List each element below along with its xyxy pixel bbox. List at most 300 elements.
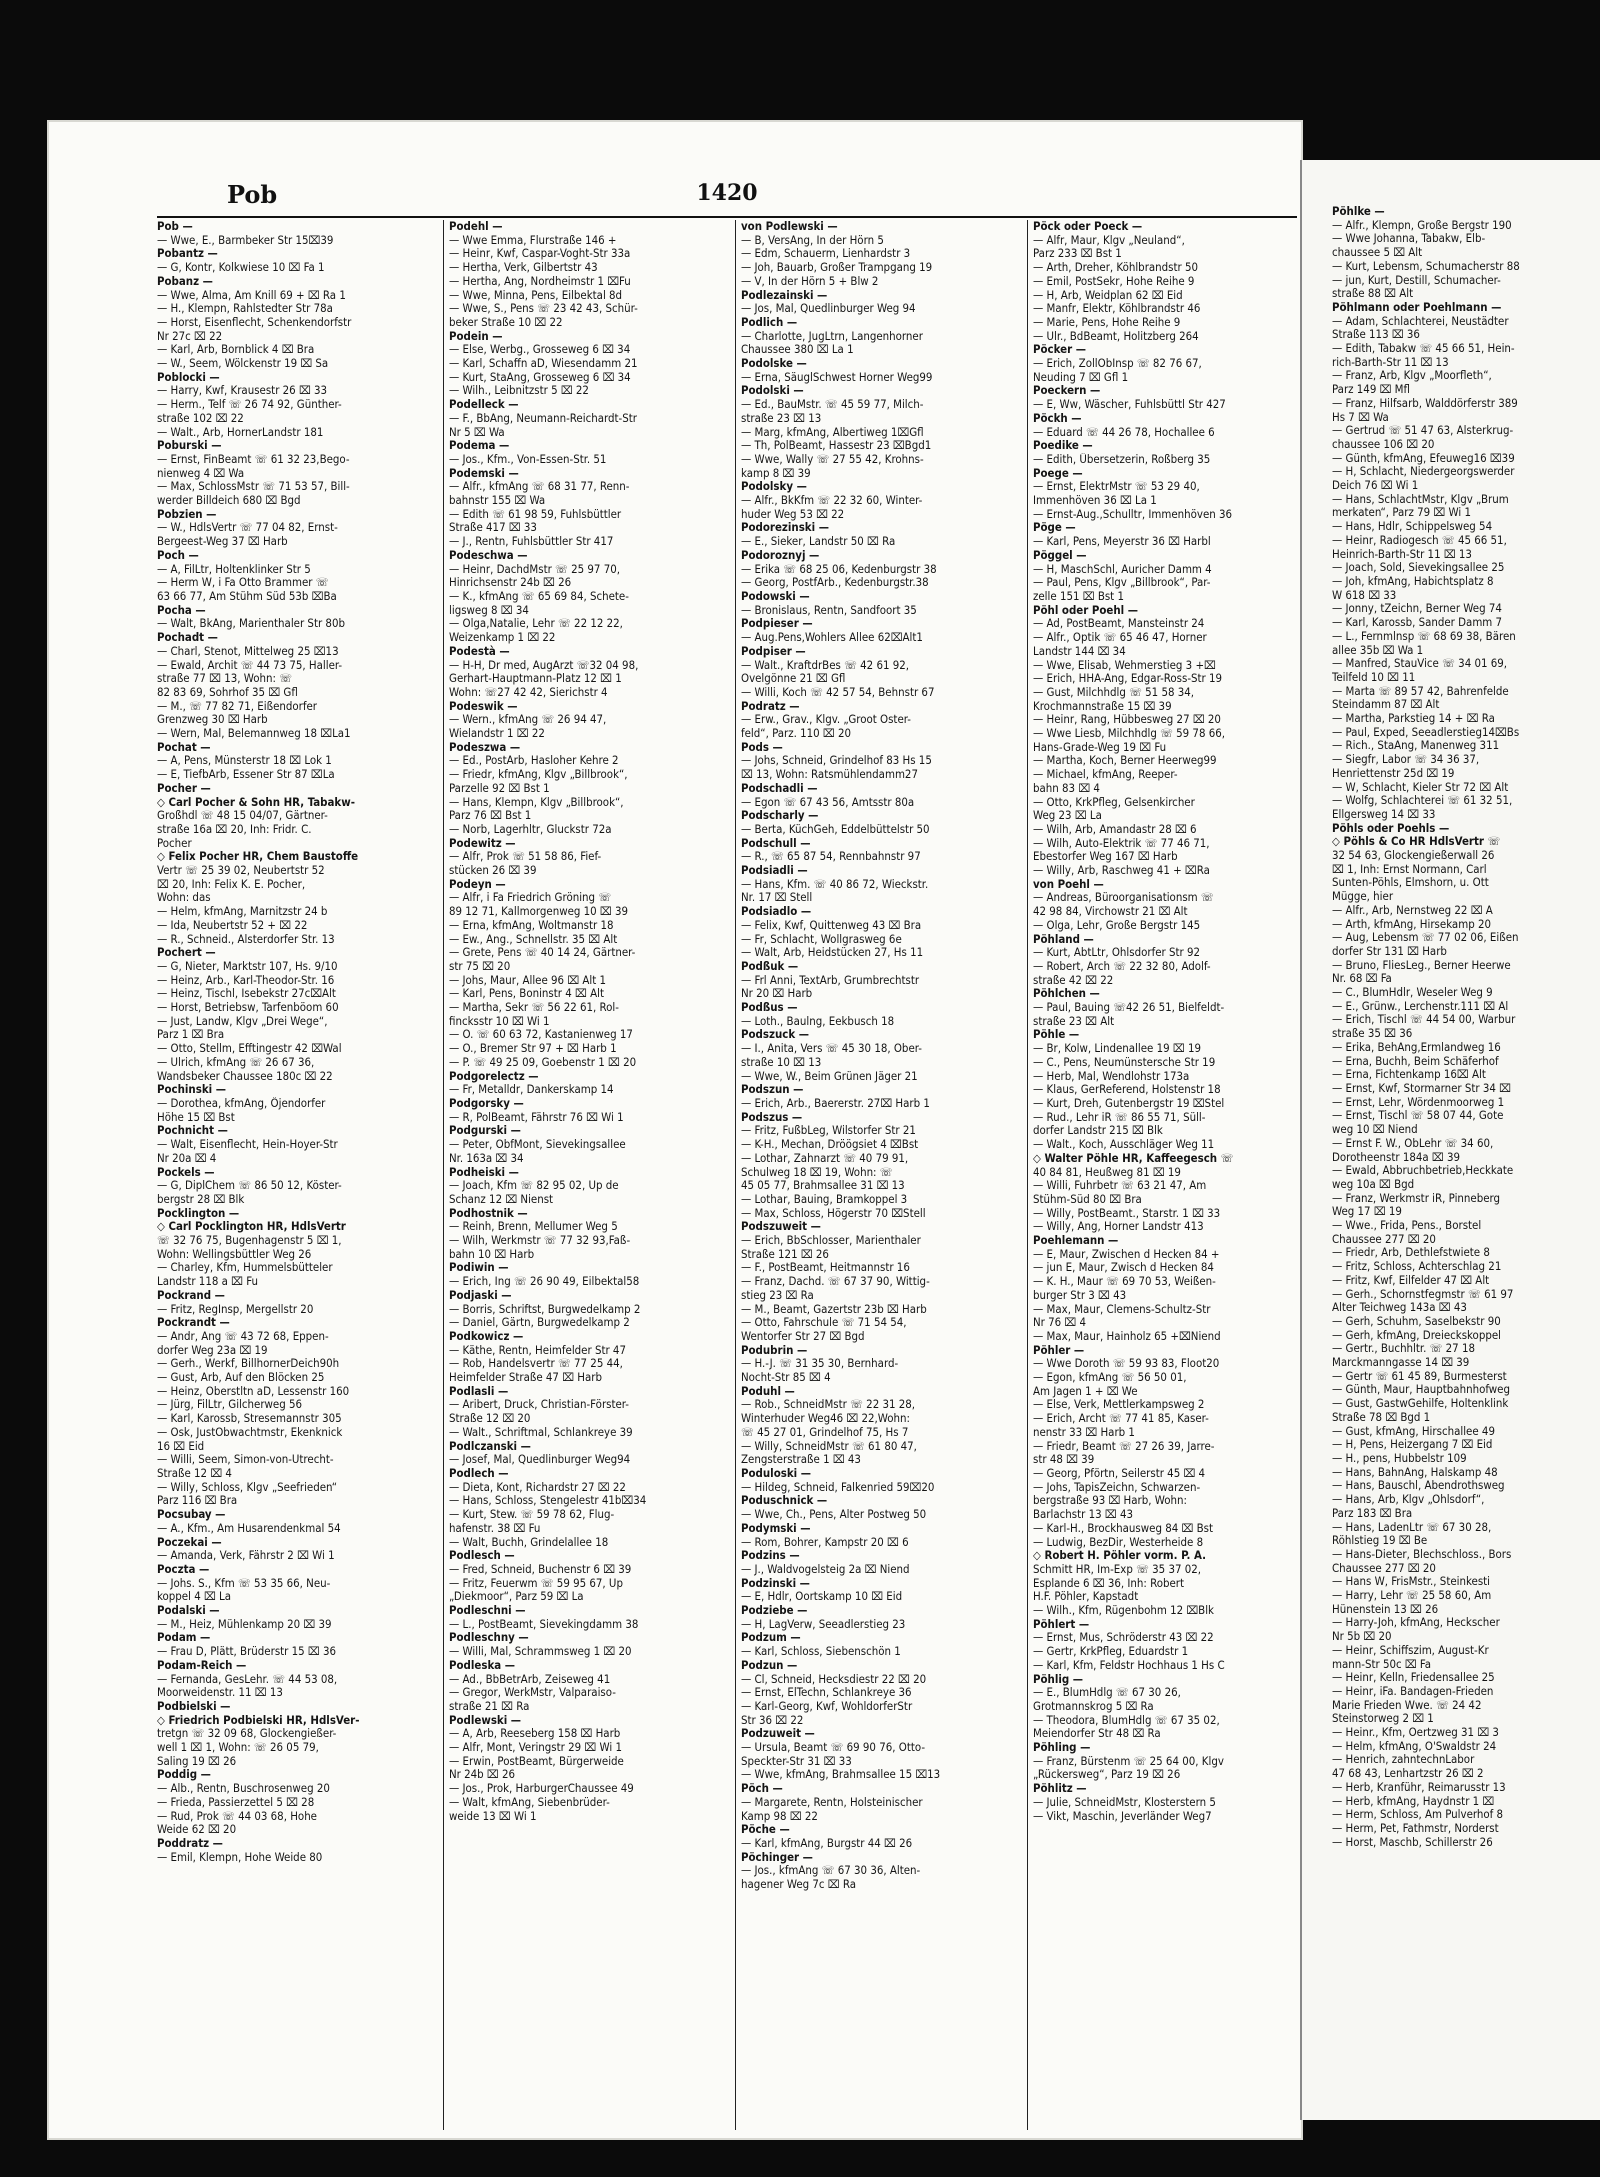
directory-entry-line: — C., Pens, Neumünstersche Str 19 bbox=[1033, 1055, 1216, 1069]
directory-entry-line: — Wwe., Frida, Pens., Borstel bbox=[1332, 1219, 1482, 1233]
directory-entry-line: — Wwe, Minna, Pens, Eilbektal 8d bbox=[449, 288, 623, 302]
directory-entry-line: — Gerh., Schornstfegmstr ☏ 61 97 bbox=[1332, 1287, 1514, 1301]
directory-entry-line: Parz 149 ⌧ Mfl bbox=[1332, 383, 1410, 397]
directory-entry-line: — Wilh., Leibnitzstr 5 ⌧ 22 bbox=[449, 384, 589, 398]
directory-entry-line: Podeszwa — bbox=[449, 740, 521, 754]
directory-entry-line: Heinrich-Barth-Str 11 ⌧ 13 bbox=[1332, 547, 1472, 561]
directory-entry-line: Moorweidenstr. 11 ⌧ 13 bbox=[157, 1686, 283, 1700]
directory-entry-line: — Herm, Schloss, Am Pulverhof 8 bbox=[1332, 1808, 1504, 1822]
directory-entry-line: — Gregor, WerkMstr, Valparaiso- bbox=[449, 1686, 616, 1700]
directory-entry-line: ligsweg 8 ⌧ 34 bbox=[449, 603, 529, 617]
directory-entry-line: Pobantz — bbox=[157, 247, 218, 261]
directory-entry-line: — Johs, Schneid, Grindelhof 83 Hs 15 bbox=[741, 754, 932, 768]
directory-entry-line: Pob — bbox=[157, 220, 193, 233]
directory-entry-line: Nr. 17 ⌧ Stell bbox=[741, 891, 813, 905]
directory-entry-line: — Heinr, Rang, Hübbesweg 27 ⌧ 20 bbox=[1033, 713, 1221, 727]
directory-entry-line: Zengsterstraße 1 ⌧ 43 bbox=[741, 1453, 861, 1467]
directory-entry-line: Poduschnick — bbox=[741, 1494, 828, 1508]
directory-entry-line: — Aug.Pens,Wohlers Allee 62⌧Alt1 bbox=[741, 631, 923, 645]
directory-entry-line: — Egon, kfmAng ☏ 56 50 01, bbox=[1033, 1371, 1187, 1385]
directory-entry-line: Podziebe — bbox=[741, 1604, 808, 1618]
directory-entry-line: Podzum — bbox=[741, 1631, 801, 1645]
directory-entry-line: Pockels — bbox=[157, 1165, 215, 1179]
directory-entry-line: Podemski — bbox=[449, 466, 519, 480]
directory-entry-line: — Heinz, Tischl, Isebekstr 27c⌧Alt bbox=[157, 987, 336, 1001]
directory-entry-line: — Horst, Betriebsw, Tarfenböom 60 bbox=[157, 1001, 339, 1015]
directory-entry-line: Hünenstein 13 ⌧ 26 bbox=[1332, 1602, 1439, 1616]
directory-entry-line: — Gertr., Buchhltr. ☏ 27 18 bbox=[1332, 1342, 1475, 1356]
directory-entry-line: Podalski — bbox=[157, 1604, 220, 1618]
directory-entry-line: Podlech — bbox=[449, 1466, 509, 1480]
directory-entry-line: — F., BbAng, Neumann-Reichardt-Str bbox=[449, 411, 637, 425]
directory-entry-line: Podelleck — bbox=[449, 398, 519, 412]
directory-entry-line: Weg 17 ⌧ 19 bbox=[1332, 1205, 1402, 1219]
directory-entry-line: Pöge — bbox=[1033, 521, 1076, 535]
directory-entry-line: — H, Arb, Weidplan 62 ⌧ Eid bbox=[1033, 288, 1183, 302]
directory-entry-line: Podheiski — bbox=[449, 1165, 519, 1179]
directory-entry-line: — W., Seem, Wölckenstr 19 ⌧ Sa bbox=[157, 357, 329, 371]
directory-entry-line: Dorotheenstr 184a ⌧ 39 bbox=[1332, 1150, 1461, 1164]
directory-entry-line: — Jos., Prok, HarburgerChaussee 49 bbox=[449, 1782, 634, 1796]
directory-entry-line: — Ernst, Mus, Schröderstr 43 ⌧ 22 bbox=[1033, 1631, 1214, 1645]
directory-entry-line: Podoroznyj — bbox=[741, 548, 820, 562]
directory-entry-line: — Alfr, Mont, Veringstr 29 ⌧ Wi 1 bbox=[449, 1741, 622, 1755]
directory-entry-line: — Gerh, kfmAng, Dreieckskoppel bbox=[1332, 1328, 1501, 1342]
directory-entry-line: — Wwe, W., Beim Grünen Jäger 21 bbox=[741, 1069, 918, 1083]
directory-entry-line: — I., Anita, Vers ☏ 45 30 18, Ober- bbox=[741, 1042, 922, 1056]
directory-entry-line: chaussee 106 ⌧ 20 bbox=[1332, 437, 1435, 451]
directory-entry-line: Grenzweg 30 ⌧ Harb bbox=[157, 713, 268, 727]
directory-entry-line: — Wwe Liesb, Milchhdlg ☏ 59 78 66, bbox=[1033, 727, 1226, 741]
directory-entry-line: — Else, Verk, Mettlerkampsweg 2 bbox=[1033, 1398, 1205, 1412]
directory-entry-line: — O. ☏ 60 63 72, Kastanienweg 17 bbox=[449, 1028, 633, 1042]
directory-entry-line: Parz 76 ⌧ Bst 1 bbox=[449, 809, 532, 823]
directory-entry-line: — Erich, Arb., Baererstr. 27⌧ Harb 1 bbox=[741, 1097, 930, 1110]
directory-entry-line: — Heinr, DachdMstr ☏ 25 97 70, bbox=[449, 562, 620, 576]
directory-entry-line: — Johs, TapisZeichn, Schwarzen- bbox=[1033, 1480, 1201, 1494]
directory-entry-line: str 48 ⌧ 39 bbox=[1033, 1453, 1095, 1467]
directory-entry-line: ⌧ 13, Wohn: Ratsmühlendamm27 bbox=[741, 768, 918, 782]
directory-entry-line: — Heinr, Radiogesch ☏ 45 66 51, bbox=[1332, 533, 1507, 547]
directory-entry-line: Pöhland — bbox=[1033, 932, 1094, 946]
directory-entry-line: — Walt., Schriftmal, Schlankreye 39 bbox=[449, 1425, 633, 1439]
directory-entry-line: — Michael, kfmAng, Reeper- bbox=[1033, 768, 1178, 782]
directory-entry-line: — Heinr, Kelln, Friedensallee 25 bbox=[1332, 1671, 1495, 1685]
directory-entry-line: — Rud, Prok ☏ 44 03 68, Hohe bbox=[157, 1809, 317, 1823]
directory-entry-line: Podbielski — bbox=[157, 1699, 231, 1713]
directory-entry-line: — Heinz, Oberstltn aD, Lessenstr 160 bbox=[157, 1384, 350, 1398]
directory-entry-line: — Joh, Bauarb, Großer Trampgang 19 bbox=[741, 261, 933, 275]
directory-entry-line: — Ernst, ElTechn, Schlankreye 36 bbox=[741, 1686, 912, 1700]
directory-entry-line: fincksstr 10 ⌧ Wi 1 bbox=[449, 1014, 550, 1028]
column-divider bbox=[1027, 220, 1028, 2130]
directory-entry-line: — Manfred, StauVice ☏ 34 01 69, bbox=[1332, 657, 1508, 671]
directory-entry-line: werder Billdeich 680 ⌧ Bgd bbox=[157, 494, 301, 508]
directory-entry-line: — Ursula, Beamt ☏ 69 90 76, Otto- bbox=[741, 1741, 926, 1755]
directory-entry-line: Podorezinski — bbox=[741, 521, 829, 535]
directory-entry-line: Saling 19 ⌧ 26 bbox=[157, 1754, 237, 1768]
directory-entry-line: — Felix, Kwf, Quittenweg 43 ⌧ Bra bbox=[741, 918, 922, 932]
directory-entry-line: — W., HdlsVertr ☏ 77 04 82, Ernst- bbox=[157, 521, 338, 535]
directory-entry-line: Poburski — bbox=[157, 439, 222, 453]
directory-entry-line: Podßus — bbox=[741, 1001, 798, 1015]
directory-entry-line: Poduhl — bbox=[741, 1384, 795, 1398]
directory-entry-line: — Henrich, zahntechnLabor bbox=[1332, 1753, 1475, 1767]
directory-entry-line: — Karl, Arb, Bornblick 4 ⌧ Bra bbox=[157, 343, 315, 357]
directory-entry-line: straße 35 ⌧ 36 bbox=[1332, 1027, 1413, 1041]
directory-entry-line: — Kurt, AbtLtr, Ohlsdorfer Str 92 bbox=[1033, 946, 1200, 960]
directory-entry-line: Podszuck — bbox=[741, 1028, 809, 1042]
directory-entry-line: Ebestorfer Weg 167 ⌧ Harb bbox=[1033, 850, 1178, 864]
directory-entry-line: Hs 7 ⌧ Wa bbox=[1332, 410, 1389, 424]
directory-entry-line: Pods — bbox=[741, 740, 783, 754]
directory-entry-line: Podkowicz — bbox=[449, 1329, 524, 1343]
directory-entry-line: ◇ Pöhls & Co HR HdlsVertr ☏ bbox=[1332, 835, 1501, 849]
directory-entry-line: Podszuweit — bbox=[741, 1220, 821, 1234]
directory-entry-line: — Alb., Rentn, Buschrosenweg 20 bbox=[157, 1782, 330, 1796]
directory-entry-line: — E, TiefbArb, Essener Str 87 ⌧La bbox=[157, 768, 335, 782]
directory-entry-line: Steindamm 87 ⌧ Alt bbox=[1332, 698, 1440, 712]
directory-column-3 bbox=[741, 220, 1021, 2130]
directory-entry-line: — Erich, HHA-Ang, Edgar-Ross-Str 19 bbox=[1033, 672, 1223, 686]
directory-entry-line: — Norb, Lagerhltr, Gluckstr 72a bbox=[449, 822, 612, 836]
directory-entry-line: — Franz, Arb, Klgv „Moorfleth“, bbox=[1332, 369, 1492, 383]
directory-entry-line: ⌧ 20, Inh: Felix K. E. Pocher, bbox=[157, 877, 306, 891]
directory-entry-line: Podgorelectz — bbox=[449, 1069, 539, 1083]
directory-entry-line: — Frau D, Plätt, Brüderstr 15 ⌧ 36 bbox=[157, 1645, 337, 1659]
directory-entry-line: — Rob., SchneidMstr ☏ 22 31 28, bbox=[741, 1398, 916, 1412]
directory-entry-line: — Karl, kfmAng, Burgstr 44 ⌧ 26 bbox=[741, 1836, 913, 1850]
directory-entry-line: — Karl, Kfm, Feldstr Hochhaus 1 Hs C bbox=[1033, 1658, 1225, 1672]
directory-entry-line: — Wilh, Werkmstr ☏ 77 32 93,Faß- bbox=[449, 1234, 631, 1248]
directory-entry-line: — Walt, BkAng, Marienthaler Str 80b bbox=[157, 617, 345, 631]
directory-entry-line: — Andreas, Büroorganisationsm ☏ bbox=[1033, 891, 1214, 905]
directory-entry-line: Podestà — bbox=[449, 644, 510, 658]
directory-entry-line: — Klaus, GerReferend, Holstenstr 18 bbox=[1033, 1083, 1221, 1097]
directory-entry-line: str 75 ⌧ 20 bbox=[449, 959, 511, 973]
directory-entry-line: beker Straße 10 ⌧ 22 bbox=[449, 315, 563, 329]
directory-entry-line: — Marie, Pens, Hohe Reihe 9 bbox=[1033, 315, 1181, 329]
directory-entry-line: — Rom, Bohrer, Kampstr 20 ⌧ 6 bbox=[741, 1535, 909, 1549]
directory-entry-line: — Gertrud ☏ 51 47 63, Alsterkrug- bbox=[1332, 424, 1514, 438]
directory-entry-line: — Wolfg, Schlachterei ☏ 61 32 51, bbox=[1332, 794, 1513, 808]
directory-entry-line: Hinrichsenstr 24b ⌧ 26 bbox=[449, 576, 572, 590]
directory-entry-line: koppel 4 ⌧ La bbox=[157, 1590, 232, 1604]
directory-entry-line: „Rückersweg“, Parz 19 ⌧ 26 bbox=[1033, 1768, 1181, 1782]
directory-entry-line: 32 54 63, Glockengießerwall 26 bbox=[1332, 849, 1495, 863]
directory-entry-line: — Johs. S., Kfm ☏ 53 35 66, Neu- bbox=[157, 1576, 331, 1590]
directory-entry-line: Podlewski — bbox=[449, 1713, 522, 1727]
directory-entry-line: — Eduard ☏ 44 26 78, Hochallee 6 bbox=[1033, 425, 1215, 439]
directory-entry-line: — Erika, BehAng,Ermlandweg 16 bbox=[1332, 1040, 1501, 1054]
directory-entry-line: Straße 113 ⌧ 36 bbox=[1332, 328, 1420, 342]
directory-entry-line: Röhlstieg 19 ⌧ Be bbox=[1332, 1534, 1428, 1548]
directory-entry-line: — Erw., Grav., Klgv. „Groot Oster- bbox=[741, 713, 911, 727]
directory-entry-line: — E, Maur, Zwischen d Hecken 84 + bbox=[1033, 1247, 1220, 1261]
directory-entry-line: — Karl, Pens, Boninstr 4 ⌧ Alt bbox=[449, 987, 604, 1001]
directory-entry-line: Pockrandt — bbox=[157, 1316, 230, 1330]
directory-entry-line: — Wwe Doroth ☏ 59 93 83, Floot20 bbox=[1033, 1357, 1220, 1371]
directory-entry-line: Podein — bbox=[449, 329, 503, 343]
directory-entry-line: — Charl, Stenot, Mittelweg 25 ⌧13 bbox=[157, 644, 339, 658]
directory-entry-line: Podlasli — bbox=[449, 1384, 509, 1398]
directory-entry-line: Pöche — bbox=[741, 1823, 790, 1837]
directory-entry-line: — Walt, Buchh, Grindelallee 18 bbox=[449, 1535, 609, 1549]
directory-entry-line: Straße 78 ⌧ Bgd 1 bbox=[1332, 1410, 1431, 1424]
directory-entry-line: Pocha — bbox=[157, 603, 206, 617]
directory-entry-line: — Marta ☏ 89 57 42, Bahrenfelde bbox=[1332, 684, 1509, 698]
directory-entry-line: nienweg 4 ⌧ Wa bbox=[157, 466, 245, 480]
directory-entry-line: — Hans, Schloss, Stengelestr 41b⌧34 bbox=[449, 1494, 647, 1508]
directory-entry-line: — Julie, SchneidMstr, Klosterstern 5 bbox=[1033, 1795, 1216, 1809]
directory-entry-line: Nr 20a ⌧ 4 bbox=[157, 1151, 217, 1165]
directory-entry-line: Podolske — bbox=[741, 357, 807, 371]
directory-entry-line: — H, LagVerw, Seeadlerstieg 23 bbox=[741, 1617, 906, 1631]
directory-entry-line: — Ernst, Tischl ☏ 58 07 44, Gote bbox=[1332, 1109, 1504, 1123]
directory-entry-line: weide 13 ⌧ Wi 1 bbox=[449, 1809, 537, 1823]
directory-page bbox=[47, 120, 1303, 2140]
directory-entry-line: Stühm-Süd 80 ⌧ Bra bbox=[1033, 1192, 1142, 1206]
directory-entry-line: — Max, SchlossMstr ☏ 71 53 57, Bill- bbox=[157, 480, 350, 494]
directory-entry-line: 42 98 84, Virchowstr 21 ⌧ Alt bbox=[1033, 905, 1188, 919]
directory-entry-line: Podjaski — bbox=[449, 1288, 512, 1302]
directory-entry-line: — Wilh, Arb, Amandastr 28 ⌧ 6 bbox=[1033, 822, 1197, 836]
directory-entry-line: — Herm, Pet, Fathmstr, Norderst bbox=[1332, 1821, 1499, 1835]
directory-entry-line: Weizenkamp 1 ⌧ 22 bbox=[449, 631, 556, 645]
directory-entry-line: — Gertr ☏ 61 45 89, Burmesterst bbox=[1332, 1369, 1507, 1383]
directory-entry-line: — Andr, Ang ☏ 43 72 68, Eppen- bbox=[157, 1329, 329, 1343]
directory-entry-line: Nr 20 ⌧ Harb bbox=[741, 987, 813, 1001]
directory-entry-line: — F., PostBeamt, Heitmannstr 16 bbox=[741, 1261, 910, 1275]
directory-entry-line: — G, DiplChem ☏ 86 50 12, Köster- bbox=[157, 1179, 342, 1193]
directory-entry-line: — Olga,Natalie, Lehr ☏ 22 12 22, bbox=[449, 617, 623, 631]
directory-entry-line: — Walt, Arb, Heidstücken 27, Hs 11 bbox=[741, 946, 924, 960]
directory-entry-line: — Br, Kolw, Lindenallee 19 ⌧ 19 bbox=[1033, 1042, 1202, 1056]
directory-entry-line: ◇ Robert H. Pöhler vorm. P. A. bbox=[1033, 1549, 1206, 1563]
directory-entry-line: — Willy, PostBeamt., Starstr. 1 ⌧ 33 bbox=[1033, 1206, 1221, 1220]
directory-entry-line: Höhe 15 ⌧ Bst bbox=[157, 1110, 235, 1124]
directory-entry-line: — Ernst, ElektrMstr ☏ 53 29 40, bbox=[1033, 480, 1200, 494]
directory-entry-line: — Rud., Lehr iR ☏ 86 55 71, Süll- bbox=[1033, 1110, 1206, 1124]
directory-entry-line: — A, Pens, Münsterstr 18 ⌧ Lok 1 bbox=[157, 754, 332, 768]
directory-entry-line: Grotmannskrog 5 ⌧ Ra bbox=[1033, 1699, 1154, 1713]
directory-entry-line: — Helm, kfmAng, O'Swaldstr 24 bbox=[1332, 1739, 1497, 1753]
directory-entry-line: — Herb, Kranführ, Reimarusstr 13 bbox=[1332, 1780, 1506, 1794]
directory-entry-line: Poddig — bbox=[157, 1768, 211, 1782]
directory-entry-line: Pocher — bbox=[157, 781, 211, 795]
directory-entry-line: Chaussee 380 ⌧ La 1 bbox=[741, 343, 854, 357]
directory-entry-line: — Osk, JustObwachtmstr, Ekenknick bbox=[157, 1425, 343, 1439]
directory-entry-line: — Martha, Parkstieg 14 + ⌧ Ra bbox=[1332, 712, 1495, 726]
directory-entry-line: — K., kfmAng ☏ 65 69 84, Schete- bbox=[449, 589, 629, 603]
page-header bbox=[157, 180, 1297, 218]
directory-entry-line: — Willy, Arb, Raschweg 41 + ⌧Ra bbox=[1033, 864, 1210, 878]
directory-entry-line: Podowski — bbox=[741, 589, 810, 603]
directory-entry-line: — Karl-H., Brockhausweg 84 ⌧ Bst bbox=[1033, 1521, 1213, 1535]
directory-entry-line: — Karl, Pens, Meyerstr 36 ⌧ Harbl bbox=[1033, 535, 1211, 549]
directory-entry-line: Nr 5 ⌧ Wa bbox=[449, 425, 505, 439]
directory-entry-line: — Günth, Maur, Hauptbahnhofweg bbox=[1332, 1383, 1510, 1397]
directory-entry-line: — Wwe, Elisab, Wehmerstieg 3 +⌧ bbox=[1033, 658, 1216, 672]
directory-entry-line: — Ernst, Kwf, Stormarner Str 34 ⌧ bbox=[1332, 1082, 1511, 1095]
directory-entry-line: — Erwin, PostBeamt, Bürgerweide bbox=[449, 1754, 624, 1768]
directory-entry-line: ◇ Carl Pocher & Sohn HR, Tabakw- bbox=[157, 795, 355, 809]
directory-entry-line: — Hertha, Ang, Nordheimstr 1 ⌧Fu bbox=[449, 274, 631, 288]
directory-entry-line: — Edm, Schauerm, Lienhardstr 3 bbox=[741, 247, 911, 261]
directory-entry-line: 63 66 77, Am Stühm Süd 53b ⌧Ba bbox=[157, 589, 337, 603]
directory-entry-line: Parz 116 ⌧ Bra bbox=[157, 1494, 238, 1508]
directory-entry-line: — Gerh, Schuhm, Saselbekstr 90 bbox=[1332, 1314, 1501, 1328]
directory-entry-line: — Willi, Seem, Simon-von-Utrecht- bbox=[157, 1453, 334, 1467]
directory-entry-line: — Fritz, FußbLeg, Wilstorfer Str 21 bbox=[741, 1124, 916, 1138]
directory-entry-line: straße 102 ⌧ 22 bbox=[157, 411, 244, 425]
directory-entry-line: — Ulrich, kfmAng ☏ 26 67 36, bbox=[157, 1055, 315, 1069]
directory-entry-line: — Kurt, Lebensm, Schumacherstr 88 bbox=[1332, 259, 1520, 273]
directory-entry-line: — Fred, Schneid, Buchenstr 6 ⌧ 39 bbox=[449, 1562, 632, 1576]
directory-entry-line: — Ulr., BdBeamt, Holitzberg 264 bbox=[1033, 329, 1199, 343]
directory-entry-line: — Alfr, Maur, Klgv „Neuland“, bbox=[1033, 233, 1185, 247]
directory-entry-line: — Fernanda, GesLehr. ☏ 44 53 08, bbox=[157, 1672, 338, 1686]
directory-entry-line: Nr 24b ⌧ 26 bbox=[449, 1768, 516, 1782]
directory-entry-line: — Else, Werbg., Grosseweg 6 ⌧ 34 bbox=[449, 343, 631, 357]
directory-entry-line: — Erna, kfmAng, Woltmanstr 18 bbox=[449, 918, 614, 932]
directory-entry-line: — jun, Kurt, Destill, Schumacher- bbox=[1332, 273, 1501, 287]
directory-entry-line: Poddratz — bbox=[157, 1836, 223, 1850]
directory-entry-line: — Ludwig, BezDir, Westerheide 8 bbox=[1033, 1535, 1204, 1549]
directory-entry-line: Marie Frieden Wwe. ☏ 24 42 bbox=[1332, 1698, 1482, 1712]
directory-entry-line: Pöhler — bbox=[1033, 1343, 1085, 1357]
directory-entry-line: Podolski — bbox=[741, 384, 804, 398]
directory-entry-line: Nr 76 ⌧ 4 bbox=[1033, 1316, 1087, 1330]
directory-entry-line: — Harry, Lehr ☏ 25 58 60, Am bbox=[1332, 1589, 1492, 1603]
directory-entry-line: — Gust, kfmAng, Hirschallee 49 bbox=[1332, 1424, 1495, 1438]
directory-entry-line: bergstr 28 ⌧ Blk bbox=[157, 1192, 245, 1206]
directory-entry-line: Pockrand — bbox=[157, 1288, 225, 1302]
directory-entry-line: Podymski — bbox=[741, 1521, 811, 1535]
directory-entry-line: Podzun — bbox=[741, 1658, 798, 1672]
directory-entry-line: Poczta — bbox=[157, 1562, 210, 1576]
directory-entry-line: — Peter, ObfMont, Sievekingsallee bbox=[449, 1138, 626, 1152]
directory-entry-line: — Jos., kfmAng ☏ 67 30 36, Alten- bbox=[741, 1864, 921, 1878]
directory-entry-line: ◇ Friedrich Podbielski HR, HdlsVer- bbox=[157, 1713, 360, 1727]
directory-entry-line: — Amanda, Verk, Fährstr 2 ⌧ Wi 1 bbox=[157, 1549, 335, 1563]
directory-entry-line: dorfer Landstr 215 ⌧ Blk bbox=[1033, 1124, 1163, 1138]
directory-entry-line: Pöhls oder Poehls — bbox=[1332, 821, 1450, 835]
directory-entry-line: ☏ 32 76 75, Bugenhagenstr 5 ⌧ 1, bbox=[157, 1234, 342, 1248]
directory-entry-line: Am Jagen 1 + ⌧ We bbox=[1033, 1384, 1138, 1398]
directory-entry-line: — Hans, Klempn, Klgv „Billbrook“, bbox=[449, 795, 624, 809]
directory-entry-line: — Karl, Schloss, Siebenschön 1 bbox=[741, 1645, 901, 1659]
directory-entry-line: Podlezainski — bbox=[741, 288, 828, 302]
directory-entry-line: Gerhart-Hauptmann-Platz 12 ⌧ 1 bbox=[449, 672, 622, 686]
directory-entry-line: — Lothar, Zahnarzt ☏ 40 79 91, bbox=[741, 1151, 909, 1165]
directory-entry-line: — Ida, Neubertstr 52 + ⌧ 22 bbox=[157, 918, 308, 932]
directory-entry-line: Podehl — bbox=[449, 220, 503, 233]
directory-entry-line: — O., Bremer Str 97 + ⌧ Harb 1 bbox=[449, 1042, 617, 1056]
page-header-running-head: Pob bbox=[227, 180, 278, 209]
directory-entry-line: — Walt., Arb, HornerLandstr 181 bbox=[157, 425, 324, 439]
directory-entry-line: — Siegfr, Labor ☏ 34 36 37, bbox=[1332, 753, 1480, 767]
directory-entry-line: Pobanz — bbox=[157, 274, 213, 288]
directory-entry-line: Poeckern — bbox=[1033, 384, 1101, 398]
directory-entry-line: — Marg, kfmAng, Albertiweg 1⌧Gfl bbox=[741, 425, 924, 439]
directory-entry-line: — Willy, SchneidMstr ☏ 61 80 47, bbox=[741, 1439, 917, 1453]
directory-entry-line: — Wwe, E., Barmbeker Str 15⌧39 bbox=[157, 233, 334, 247]
directory-entry-line: — Johs, Maur, Allee 96 ⌧ Alt 1 bbox=[449, 973, 607, 987]
directory-entry-line: — Edith, Tabakw ☏ 45 66 51, Hein- bbox=[1332, 342, 1515, 356]
directory-entry-line: Krochmannstraße 15 ⌧ 39 bbox=[1033, 699, 1172, 713]
directory-entry-line: — Fritz, Kwf, Eilfelder 47 ⌧ Alt bbox=[1332, 1273, 1490, 1287]
directory-entry-line: — Otto, Stellm, Efftingestr 42 ⌧Wal bbox=[157, 1042, 342, 1056]
directory-entry-line: — H., pens, Hubbelstr 109 bbox=[1332, 1451, 1467, 1465]
directory-entry-line: — H-H, Dr med, AugArzt ☏32 04 98, bbox=[449, 658, 639, 672]
directory-entry-line: Pöhlitz — bbox=[1033, 1782, 1087, 1796]
directory-entry-line: — Karl, Karossb, Stresemannstr 305 bbox=[157, 1412, 342, 1426]
directory-entry-line: Wentorfer Str 27 ⌧ Bgd bbox=[741, 1329, 865, 1343]
directory-entry-line: — Dieta, Kont, Richardstr 27 ⌧ 22 bbox=[449, 1480, 626, 1494]
directory-entry-line: — Max, Schloss, Högerstr 70 ⌧Stell bbox=[741, 1206, 926, 1220]
directory-entry-line: — L., Fernmlnsp ☏ 68 69 38, Bären bbox=[1332, 629, 1516, 643]
directory-entry-line: Pöhlke — bbox=[1332, 205, 1385, 218]
directory-entry-line: ☏ 45 27 01, Grindelhof 75, Hs 7 bbox=[741, 1425, 909, 1439]
directory-entry-line: rich-Barth-Str 11 ⌧ 13 bbox=[1332, 355, 1449, 369]
directory-entry-line: — Arth, Dreher, Köhlbrandstr 50 bbox=[1033, 261, 1199, 275]
directory-entry-line: — K. H., Maur ☏ 69 70 53, Weißen- bbox=[1033, 1275, 1216, 1289]
directory-entry-line: — Willi, Mal, Schrammsweg 1 ⌧ 20 bbox=[449, 1645, 632, 1659]
directory-entry-line: — Martha, Sekr ☏ 56 22 61, Rol- bbox=[449, 1001, 619, 1015]
directory-entry-line: Pöck oder Poeck — bbox=[1033, 220, 1143, 233]
directory-entry-line: — Heinr, Kwf, Caspar-Voght-Str 33a bbox=[449, 247, 631, 261]
directory-entry-line: Wandsbeker Chaussee 180c ⌧ 22 bbox=[157, 1069, 333, 1083]
directory-entry-line: Podszus — bbox=[741, 1110, 803, 1124]
directory-entry-line: — Günth, kfmAng, Efeuweg16 ⌧39 bbox=[1332, 451, 1515, 465]
directory-entry-line: ◇ Felix Pocher HR, Chem Baustoffe bbox=[157, 850, 359, 864]
directory-entry-line: nenstr 33 ⌧ Harb 1 bbox=[1033, 1425, 1135, 1439]
directory-entry-line: — Just, Landw, Klgv „Drei Wege“, bbox=[157, 1014, 328, 1028]
directory-entry-line: Pöhling — bbox=[1033, 1741, 1091, 1755]
directory-entry-line: Pobzien — bbox=[157, 507, 217, 521]
directory-entry-line: — J., Waldvogelsteig 2a ⌧ Niend bbox=[741, 1562, 910, 1576]
directory-entry-line: Parz 1 ⌧ Bra bbox=[157, 1028, 225, 1042]
directory-entry-line: Podzuweit — bbox=[741, 1727, 815, 1741]
directory-entry-line: — Gertr, KrkPfleg, Eduardstr 1 bbox=[1033, 1645, 1189, 1659]
directory-entry-line: — Berta, KüchGeh, Eddelbüttelstr 50 bbox=[741, 822, 930, 836]
directory-entry-line: Podolsky — bbox=[741, 480, 807, 494]
directory-entry-line: — Hildeg, Schneid, Falkenried 59⌧20 bbox=[741, 1480, 935, 1494]
directory-entry-line: — Ernst, Lehr, Wördenmoorweg 1 bbox=[1332, 1095, 1505, 1109]
directory-entry-line: Podlich — bbox=[741, 315, 798, 329]
directory-entry-line: — Kurt, StaAng, Grosseweg 6 ⌧ 34 bbox=[449, 370, 631, 384]
directory-entry-line: — Paul, Pens, Klgv „Billbrook“, Par- bbox=[1033, 576, 1211, 590]
directory-entry-line: — Hans, Arb, Klgv „Ohlsdorf“, bbox=[1332, 1493, 1485, 1507]
directory-entry-line: — Fr, Metalldr, Dankerskamp 14 bbox=[449, 1083, 614, 1097]
directory-entry-line: Podleschny — bbox=[449, 1631, 529, 1645]
directory-column-1 bbox=[157, 220, 437, 2130]
directory-entry-line: chaussee 5 ⌧ Alt bbox=[1332, 246, 1423, 260]
directory-entry-line: W 618 ⌧ 33 bbox=[1332, 588, 1397, 602]
directory-entry-line: Podleschni — bbox=[449, 1604, 526, 1618]
directory-entry-line: Podubrin — bbox=[741, 1343, 808, 1357]
directory-entry-line: — Jonny, tZeichn, Berner Weg 74 bbox=[1332, 602, 1502, 616]
directory-entry-line: — W, Schlacht, Kieler Str 72 ⌧ Alt bbox=[1332, 780, 1509, 794]
directory-entry-line: — Hans, SchlachtMstr, Klgv „Brum bbox=[1332, 492, 1509, 506]
directory-entry-line: — Edith ☏ 61 98 59, Fuhlsbüttler bbox=[449, 507, 622, 521]
directory-entry-line: Podßuk — bbox=[741, 959, 799, 973]
directory-entry-line: 47 68 43, Lenhartzstr 26 ⌧ 2 bbox=[1332, 1767, 1484, 1781]
directory-entry-line: — H, Schlacht, Niedergeorgswerder bbox=[1332, 465, 1515, 479]
directory-entry-line: — Cl, Schneid, Hecksdiestr 22 ⌧ 20 bbox=[741, 1672, 927, 1686]
directory-entry-line: Poczekai — bbox=[157, 1535, 222, 1549]
